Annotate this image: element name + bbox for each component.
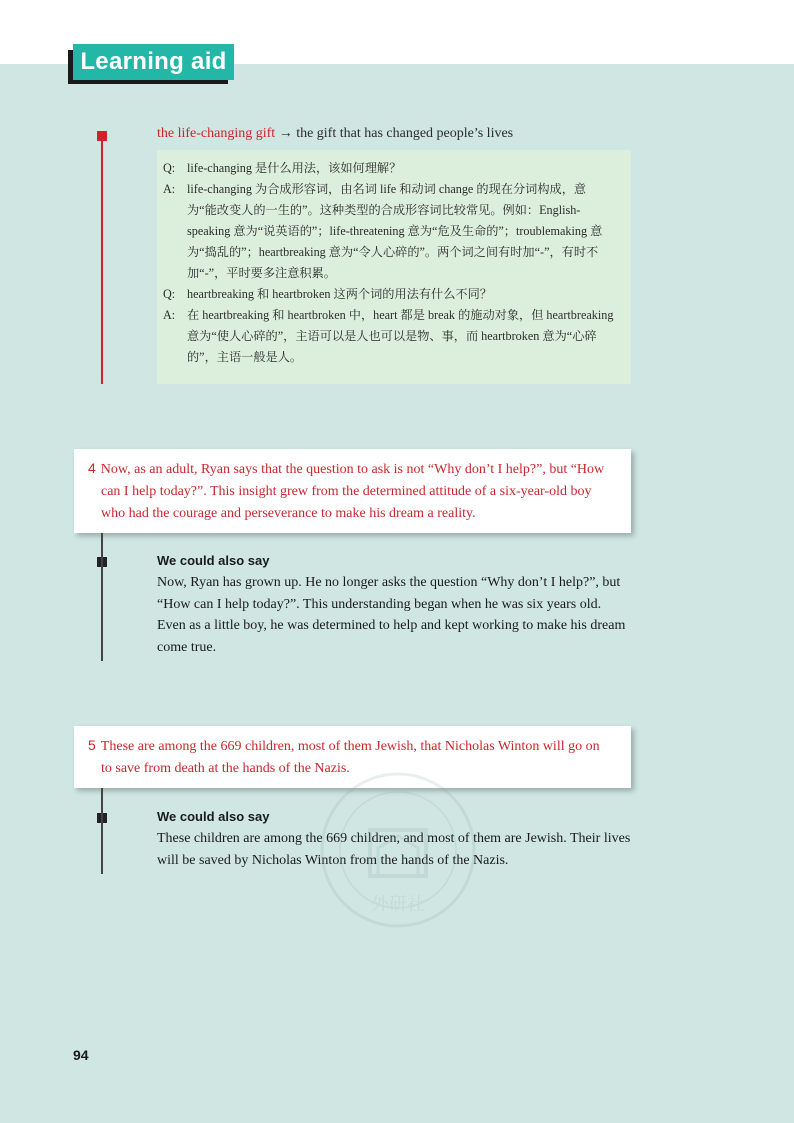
also-say-text: Now, Ryan has grown up. He no longer asks the question “Why don’t I help?”, but “How can I help today?”. This understanding began when he was six years old. Even as a little boy, he was determined to help and kept working to make his dream come true. [157,575,626,655]
qa-text: heartbreaking 和 heartbroken 这两个词的用法有什么不同？ [187,287,492,301]
qa-text: life-changing 是什么用法，该如何理解？ [187,161,402,175]
qa-row [163,158,615,179]
qa-row [163,305,615,368]
publisher-seal-watermark [318,770,478,930]
qa-label: Q: [163,287,176,301]
qa-label: A: [163,308,176,322]
vertical-rule-black [101,788,103,874]
bullet-marker-red [97,131,107,141]
sentence-card-4 [74,449,631,533]
also-say-text: These children are among the 669 children, and most of them are Jewish. Their lives will be saved by Nicholas Winton from the hands of the Nazis. [157,831,631,868]
qa-box [157,150,631,384]
qa-row [163,284,615,305]
header-title: Learning aid [73,44,234,80]
qa-label: A: [163,182,176,196]
page-number: 94 [73,1047,89,1063]
sentence-body: These are among the 669 children, most of them Jewish, that Nicholas Winton will go on to save from death at the hands of the Nazis. [100,739,600,776]
vertical-rule-black [101,533,103,661]
expression-meaning: the gift that has changed people’s lives [296,126,514,141]
vertical-rule-red [101,141,103,384]
expression-phrase: the life-changing gift [157,126,276,141]
qa-label: Q: [163,161,176,175]
qa-text: 在 heartbreaking 和 heartbroken 中，heart 都是 break 的施动对象，但 heartbreaking 意为“使人心碎的”，主语可以是人也可以是物、事，而 heartbroken 意为“心碎的”，主语一般是人。 [187,308,614,364]
also-say-title: We could also say [157,809,270,824]
sentence-body: Now, as an adult, Ryan says that the question to ask is not “Why don’t I help?”, but “How can I help today?”. This insight grew from the determined attitude of a six-year-old boy who had the courage and perseverance to make his dream a reality. [100,462,605,521]
qa-row [163,179,615,284]
qa-text: life-changing 为合成形容词，由名词 life 和动词 change 的现在分词构成，意为“能改变人的一生的”。这种类型的合成形容词比较常见。例如：English-speaking 意为“说英语的”；life-threatening 意为“危及生命的”；troublemaking 意为“捣乱的”；heartbreaking 意为“令人心碎的”。两个词之间有时加“-”，有时不加“-”，平时要多注意积累。 [187,182,603,280]
arrow-icon: → [278,126,293,141]
expression-heading [157,126,513,142]
section-header [68,44,234,84]
sentence-number: 4 [88,460,96,476]
sentence-number: 5 [88,737,96,753]
also-say-title: We could also say [157,553,270,568]
watermark-text: 外研社 [371,894,425,915]
sentence-text [88,457,611,525]
